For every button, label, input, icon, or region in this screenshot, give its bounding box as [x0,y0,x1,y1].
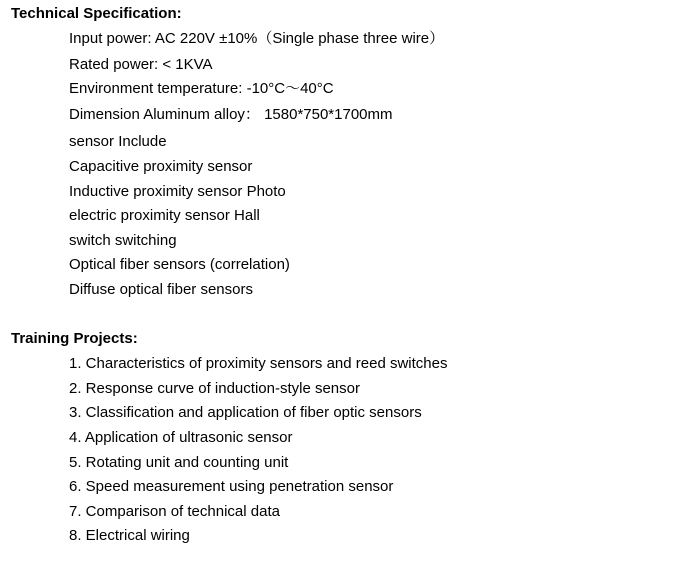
training-projects-heading: Training Projects: [11,330,138,347]
spec-line-capacitive-sensor: Capacitive proximity sensor [69,158,253,175]
spec-line-switch-switching: switch switching [69,232,177,249]
spec-line-rated-power: Rated power: < 1KVA [69,56,213,73]
spec-line-sensor-include: sensor Include [69,133,167,150]
spec-line-diffuse-optical-fiber: Diffuse optical fiber sensors [69,281,253,298]
spec-line-electric-sensor: electric proximity sensor Hall [69,207,260,224]
training-project-item: 8. Electrical wiring [69,527,190,544]
training-project-item: 5. Rotating unit and counting unit [69,454,289,471]
training-project-item: 6. Speed measurement using penetration sensor [69,478,394,495]
spec-line-input-power: Input power: AC 220V ±10%（Single phase three wire） [69,30,445,47]
training-project-item: 2. Response curve of induction-style sensor [69,380,360,397]
spec-line-optical-fiber-correlation: Optical fiber sensors (correlation) [69,256,290,273]
training-project-item: 7. Comparison of technical data [69,503,280,520]
training-project-item: 4. Application of ultrasonic sensor [69,429,293,446]
spec-line-environment-temperature: Environment temperature: -10°C～40°C [69,80,334,97]
technical-specification-heading: Technical Specification: [11,5,182,22]
spec-line-inductive-sensor: Inductive proximity sensor Photo [69,183,286,200]
training-project-item: 1. Characteristics of proximity sensors and reed switches [69,355,448,372]
training-project-item: 3. Classification and application of fiber optic sensors [69,404,422,421]
spec-line-dimension: Dimension Aluminum alloy： 1580*750*1700mm [69,106,393,123]
